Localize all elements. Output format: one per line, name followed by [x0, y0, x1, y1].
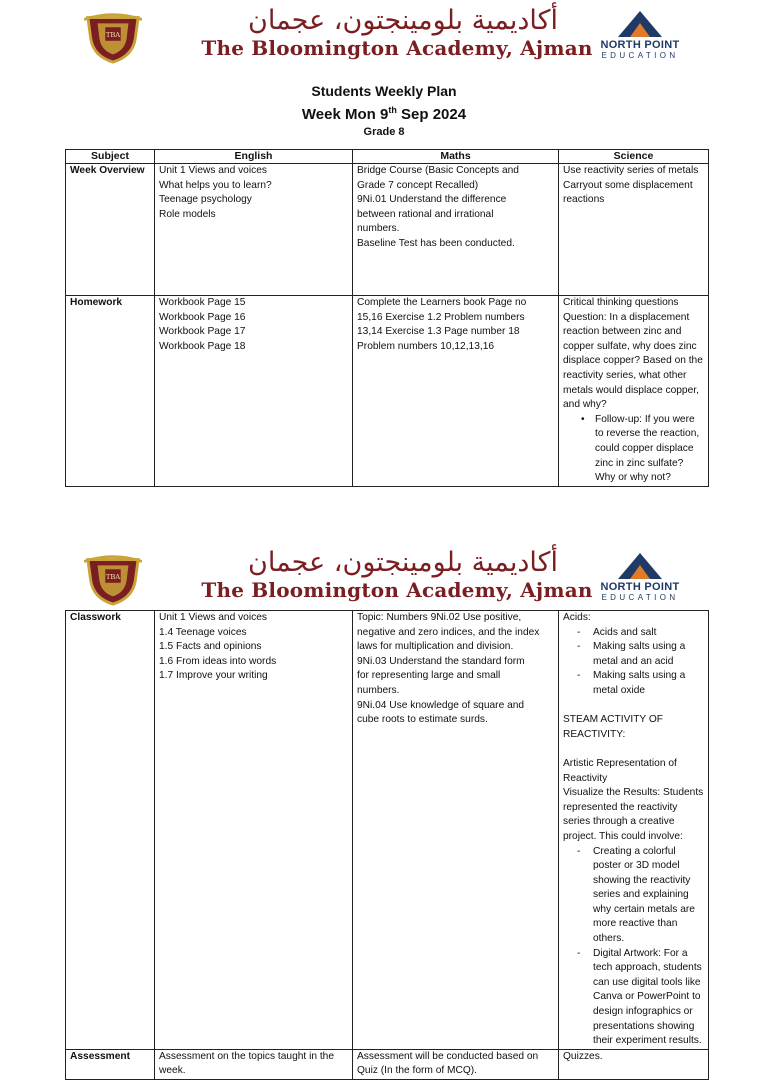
- spacer: [563, 742, 704, 757]
- overview-english-line: Teenage psychology: [159, 194, 252, 206]
- table-row-classwork: [66, 611, 709, 1050]
- north-point-triangle-icon: [617, 552, 663, 580]
- week-ordinal: th: [388, 105, 397, 115]
- cell-overview-science: [559, 164, 709, 296]
- homework-maths-line: Complete the Learners book Page no: [357, 297, 527, 308]
- homework-maths-line: 13,14 Exercise 1.3 Page number 18: [357, 326, 520, 338]
- classwork-maths-line: cube roots to estimate surds.: [357, 714, 488, 726]
- classwork-science-art-list: [563, 845, 704, 1049]
- partner-subtitle: EDUCATION: [601, 593, 679, 602]
- classwork-maths-line: Topic: Numbers 9Ni.02 Use positive,: [357, 612, 522, 623]
- table-row-assessment: [66, 1049, 709, 1079]
- cell-assessment-maths: Assessment will be conducted based on Quiz (In the form of MCQ).: [353, 1049, 559, 1079]
- cell-classwork-english: [155, 611, 353, 1050]
- school-crest-icon: [84, 6, 142, 64]
- school-banner: [66, 2, 706, 68]
- cell-assessment-science: Quizzes.: [559, 1049, 709, 1079]
- classwork-maths-line: numbers.: [357, 684, 400, 696]
- cell-assessment-english: Assessment on the topics taught in the week.: [155, 1049, 353, 1079]
- row-label-assessment: Assessment: [66, 1049, 155, 1079]
- classwork-english-line: Unit 1 Views and voices: [159, 612, 267, 623]
- classwork-english-line: 1.4 Teenage voices: [159, 626, 247, 638]
- north-point-triangle-icon: [617, 10, 663, 38]
- classwork-maths-line: laws for multiplication and division.: [357, 641, 514, 653]
- cell-classwork-maths: [353, 611, 559, 1050]
- list-item: - Making salts using a metal and an acid: [569, 640, 704, 669]
- overview-maths-line: numbers.: [357, 223, 400, 235]
- overview-maths-line: Grade 7 concept Recalled): [357, 179, 479, 191]
- homework-maths-line: 15,16 Exercise 1.2 Problem numbers: [357, 311, 525, 323]
- table-header-row: [66, 150, 709, 164]
- cell-homework-science: [559, 296, 709, 487]
- row-label-classwork: Classwork: [66, 611, 155, 1050]
- classwork-science-art-body: Visualize the Results: Students represented the reactivity series through a creative project. This could involve:: [563, 787, 704, 842]
- classwork-science-acids: Acids:: [563, 612, 591, 623]
- overview-science-line: Carryout some displacement reactions: [563, 179, 693, 206]
- north-point-logo: [582, 552, 698, 608]
- row-label-homework: Homework: [66, 296, 155, 487]
- homework-english-line: Workbook Page 17: [159, 326, 246, 338]
- column-header-english: English: [155, 150, 353, 164]
- school-name-arabic: أكاديمية بلومينجتون، عجمان: [248, 547, 558, 578]
- row-label-week-overview: Week Overview: [66, 164, 155, 296]
- homework-science-intro: Critical thinking questions: [563, 297, 679, 308]
- column-header-subject: Subject: [66, 150, 155, 164]
- week-suffix: Sep 2024: [396, 106, 467, 123]
- homework-english-line: Workbook Page 15: [159, 297, 246, 308]
- crest-lettering: TBA: [105, 30, 121, 39]
- north-point-logo: [582, 10, 698, 66]
- table-row-week-overview: [66, 164, 709, 296]
- classwork-science-acid-list: [563, 626, 704, 699]
- homework-science-bullets: [563, 413, 704, 486]
- overview-science-line: Use reactivity series of metals: [563, 165, 699, 176]
- overview-maths-line: Baseline Test has been conducted.: [357, 237, 515, 249]
- cell-homework-english: [155, 296, 353, 487]
- classwork-science-steam: STEAM ACTIVITY OF REACTIVITY:: [563, 714, 664, 740]
- list-item: - Acids and salt: [569, 626, 704, 641]
- partner-subtitle: EDUCATION: [601, 51, 679, 60]
- partner-name: NORTH POINT: [600, 581, 680, 593]
- column-header-maths: Maths: [353, 150, 559, 164]
- weekly-plan-table-1: [65, 149, 709, 487]
- classwork-science-art-title: Artistic Representation of Reactivity: [563, 757, 677, 784]
- homework-science-question: Question: In a displacement reaction between zinc and copper sulfate, why does zinc displace copper? Based on the reactivity series, what other metals would displace copper, and why?: [563, 311, 703, 411]
- list-item: - Digital Artwork: For a tech approach, students can use digital tools like Canva or PowerPoint to design infographics or presentations showing their experiment results.: [569, 947, 704, 1049]
- overview-maths-line: between rational and irrational: [357, 208, 494, 220]
- school-name-arabic: أكاديمية بلومينجتون، عجمان: [248, 5, 558, 36]
- cell-homework-maths: [353, 296, 559, 487]
- overview-maths-line: Bridge Course (Basic Concepts and: [357, 165, 519, 176]
- classwork-maths-line: negative and zero indices, and the index: [357, 626, 540, 638]
- week-prefix: Week Mon 9: [301, 106, 389, 123]
- plan-heading: [0, 82, 768, 139]
- plan-title: Students Weekly Plan: [311, 83, 457, 99]
- cell-classwork-science: [559, 611, 709, 1050]
- list-item: - Making salts using a metal oxide: [569, 669, 704, 698]
- list-item: - Creating a colorful poster or 3D model showing the reactivity series and explaining why certain metals are more reactive than others.: [569, 845, 704, 947]
- classwork-maths-line: 9Ni.03 Understand the standard form: [357, 655, 525, 667]
- weekly-plan-table-2: [65, 610, 709, 1080]
- classwork-english-line: 1.5 Facts and opinions: [159, 641, 262, 653]
- classwork-maths-line: for representing large and small: [357, 670, 501, 682]
- homework-science-followup: • Follow-up: If you were to reverse the reaction, could copper displace zinc in zinc sulfate? Why or why not?: [587, 413, 704, 486]
- column-header-science: Science: [559, 150, 709, 164]
- classwork-english-line: 1.6 From ideas into words: [159, 655, 277, 667]
- plan-week: [0, 100, 768, 125]
- homework-english-line: Workbook Page 18: [159, 340, 246, 352]
- overview-english-line: Role models: [159, 208, 216, 220]
- cell-overview-english: [155, 164, 353, 296]
- classwork-maths-line: 9Ni.04 Use knowledge of square and: [357, 699, 525, 711]
- overview-english-line: What helps you to learn?: [159, 179, 272, 191]
- cell-overview-maths: [353, 164, 559, 296]
- classwork-english-line: 1.7 Improve your writing: [159, 670, 268, 682]
- school-name-english: The Bloomington Academy, Ajman: [201, 578, 593, 602]
- spacer: [563, 699, 704, 714]
- school-crest-icon: [84, 548, 142, 606]
- homework-english-line: Workbook Page 16: [159, 311, 246, 323]
- school-banner-page-2: [66, 544, 706, 610]
- overview-english-line: Unit 1 Views and voices: [159, 165, 267, 176]
- homework-maths-line: Problem numbers 10,12,13,16: [357, 340, 495, 352]
- crest-lettering: TBA: [105, 572, 121, 581]
- school-name-english: The Bloomington Academy, Ajman: [201, 36, 593, 60]
- overview-maths-line: 9Ni.01 Understand the difference: [357, 194, 507, 206]
- partner-name: NORTH POINT: [600, 39, 680, 51]
- plan-grade: Grade 8: [363, 126, 405, 138]
- table-row-homework: [66, 296, 709, 487]
